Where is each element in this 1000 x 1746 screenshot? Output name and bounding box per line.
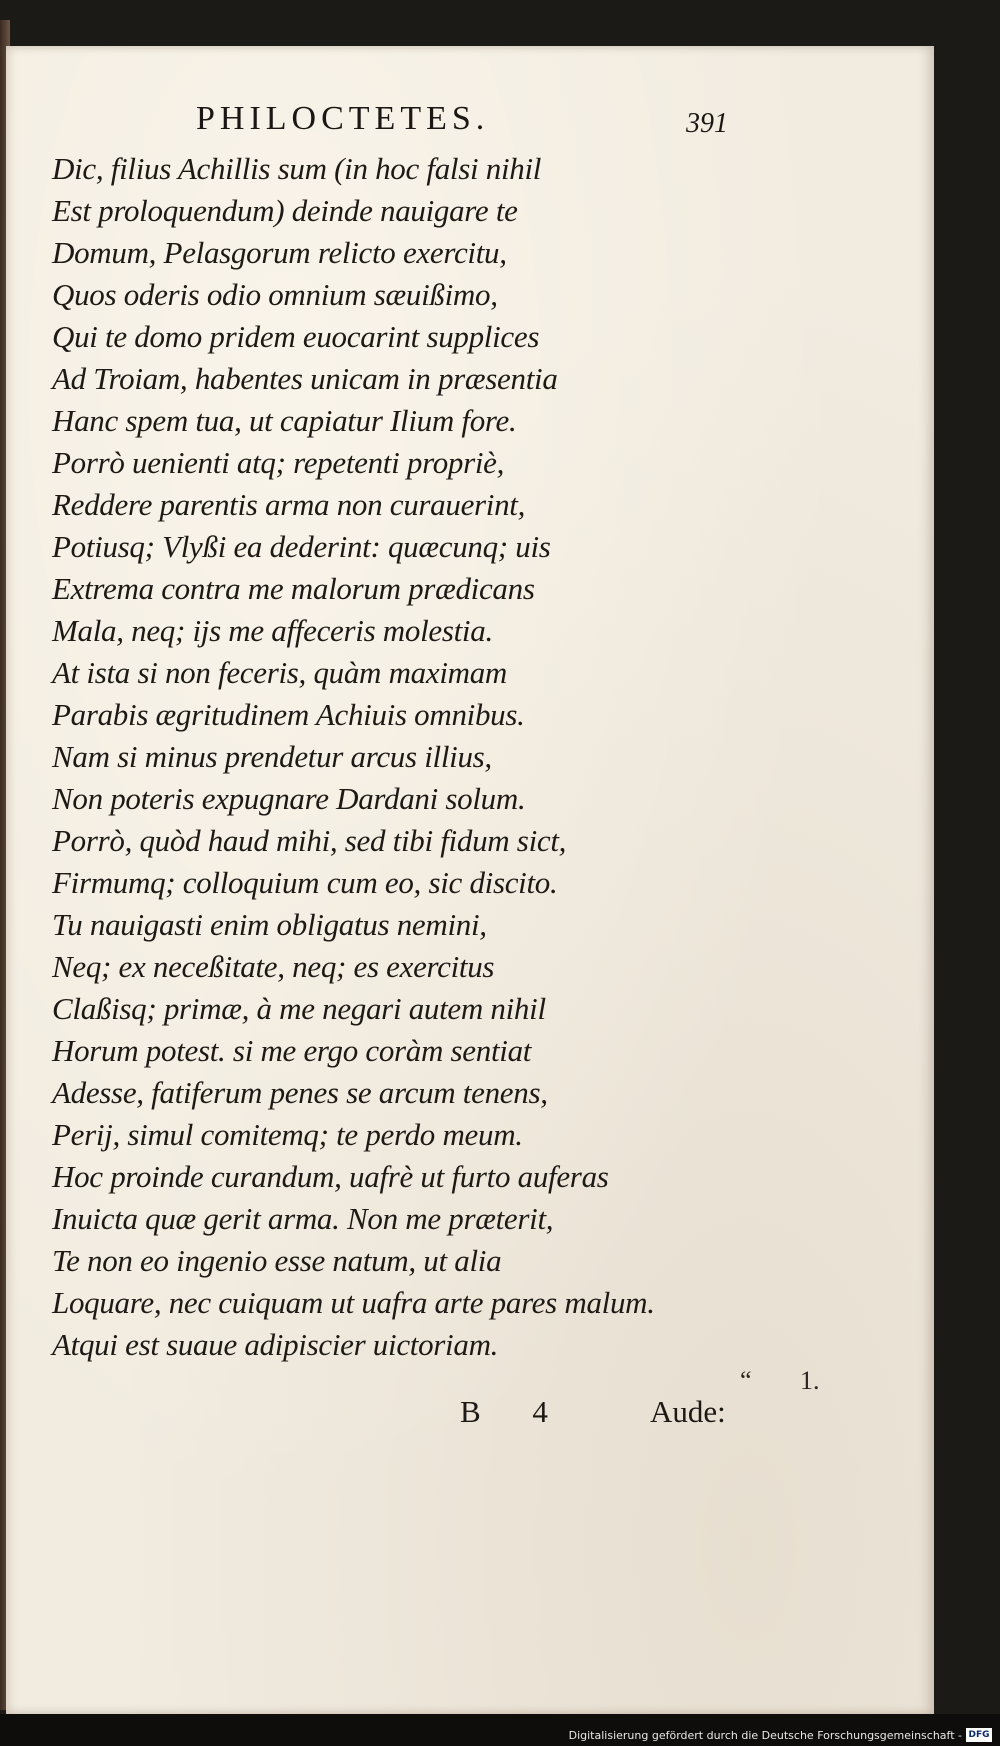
verse-line: Claßisq; primæ, à me negari autem nihil [52,991,546,1026]
catchword: Aude: [650,1394,726,1429]
verse-line: Perij, simul comitemq; te perdo meum. [52,1117,523,1152]
dfg-logo: DFG [966,1728,992,1742]
verse-line: Qui te domo pridem euocarint supplices [52,319,540,354]
verse-line: Ad Troiam, habentes unicam in præsentia [52,361,558,396]
verse-line: Porrò, quòd haud mihi, sed tibi fidum sict, [52,823,567,858]
verse-line: Porrò uenienti atq; repetenti propriè, [52,445,505,480]
verse-line: Extrema contra me malorum prædicans [52,571,535,606]
verse-line: Est proloquendum) deinde nauigare te [52,193,518,228]
verse-line: Tu nauigasti enim obligatus nemini, [52,907,487,942]
page-number: 391 [686,108,728,139]
verse-line: Firmumq; colloquium cum eo, sic discito. [52,865,558,900]
margin-quote-mark: “ [740,1366,752,1395]
verse-text-block [52,148,812,1366]
verse-line: Hanc spem tua, ut capiatur Ilium fore. [52,403,517,438]
verse-line: Mala, neq; ijs me affeceris molestia. [52,613,493,648]
verse-line: Potiusq; Vlyßi ea dederint: quæcunq; uis [52,529,551,564]
verse-line: Nam si minus prendetur arcus illius, [52,739,492,774]
attribution-text: Digitalisierung gefördert durch die Deutsche Forschungsgemeinschaft - [568,1729,962,1742]
verse-line: Reddere parentis arma non curauerint, [52,487,526,522]
verse-line: Loquare, nec cuiquam ut uafra arte pares malum. [52,1285,655,1320]
running-head: PHILOCTETES. [196,100,490,137]
verse-line: Te non eo ingenio esse natum, ut alia [52,1243,502,1278]
verse-line: Hoc proinde curandum, uafrè ut furto auferas [52,1159,609,1194]
verse-line: Atqui est suaue adipiscier uictoriam. [52,1327,499,1362]
margin-note: 1. [800,1366,820,1395]
verse-line: Horum potest. si me ergo coràm sentiat [52,1033,532,1068]
verse-line: Quos oderis odio omnium sæuißimo, [52,277,498,312]
verse-line: Neq; ex neceßitate, neq; es exercitus [52,949,495,984]
verse-line: At ista si non feceris, quàm maximam [52,655,508,690]
verse-line: Adesse, fatiferum penes se arcum tenens, [52,1075,548,1110]
verse-line: Dic, filius Achillis sum (in hoc falsi nihil [52,151,542,186]
signature-mark: B 4 [460,1394,570,1429]
verse-line: Parabis ægritudinem Achiuis omnibus. [52,697,525,732]
verse-line: Domum, Pelasgorum relicto exercitu, [52,235,507,270]
verse-line: Inuicta quæ gerit arma. Non me præterit, [52,1201,554,1236]
verse-line: Non poteris expugnare Dardani solum. [52,781,526,816]
